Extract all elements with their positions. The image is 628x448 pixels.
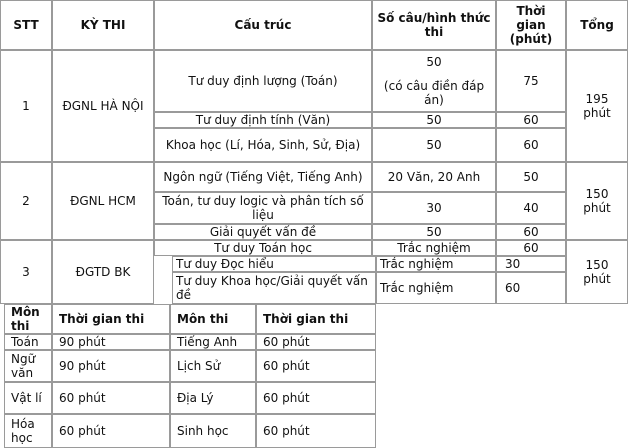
time-cell: 60 phút	[256, 414, 376, 448]
time-cell: 60 phút	[256, 382, 376, 414]
time-header-2: Thời gian thi	[256, 304, 376, 334]
header-questions: Số câu/hình thức thi	[372, 0, 496, 50]
part-questions: 50	[372, 128, 496, 162]
header-exam: KỲ THI	[52, 0, 154, 50]
part-time: 60	[496, 112, 566, 128]
part-questions	[372, 50, 496, 112]
row-exam: ĐGNL HÀ NỘI	[52, 50, 154, 162]
part-structure: Khoa học (Lí, Hóa, Sinh, Sử, Địa)	[154, 128, 372, 162]
row-total: 195 phút	[566, 50, 628, 162]
header-stt: STT	[0, 0, 52, 50]
row-stt: 2	[0, 162, 52, 240]
row-total: 150 phút	[566, 162, 628, 240]
row-stt: 1	[0, 50, 52, 162]
subject-cell: Vật lí	[4, 382, 52, 414]
subject-header-1: Môn thi	[4, 304, 52, 334]
part-questions-note: (có câu điền đáp án)	[383, 79, 485, 107]
part-time: 60	[496, 224, 566, 240]
part-questions: 20 Văn, 20 Anh	[372, 162, 496, 192]
header-structure: Cấu trúc	[154, 0, 372, 50]
time-header-1: Thời gian thi	[52, 304, 170, 334]
part-structure: Toán, tư duy logic và phân tích số liệu	[154, 192, 372, 224]
part-questions-count: 50	[426, 55, 442, 69]
row-exam: ĐGNL HCM	[52, 162, 154, 240]
part-structure: Tư duy định tính (Văn)	[154, 112, 372, 128]
part-questions: Trắc nghiệm	[376, 272, 496, 304]
row-total: 150 phút	[566, 240, 628, 304]
subject-cell: Địa Lý	[170, 382, 256, 414]
subject-header-2: Môn thi	[170, 304, 256, 334]
row-stt: 3	[0, 240, 52, 304]
part-questions: Trắc nghiệm	[372, 240, 496, 256]
part-time: 60	[496, 128, 566, 162]
part-questions: 30	[372, 192, 496, 224]
subject-cell: Ngữ văn	[4, 350, 52, 382]
subject-cell: Lịch Sử	[170, 350, 256, 382]
time-cell: 90 phút	[52, 334, 170, 350]
part-time: 30	[496, 256, 566, 272]
subject-cell: Hóa học	[4, 414, 52, 448]
part-questions: 50	[372, 224, 496, 240]
part-questions: 50	[372, 112, 496, 128]
part-structure: Tư duy Toán học	[154, 240, 372, 256]
part-time: 75	[496, 50, 566, 112]
header-total: Tổng	[566, 0, 628, 50]
subject-cell: Toán	[4, 334, 52, 350]
part-time: 50	[496, 162, 566, 192]
part-structure: Tư duy Đọc hiểu	[172, 256, 376, 272]
part-structure: Giải quyết vấn đề	[154, 224, 372, 240]
part-time: 60	[496, 272, 566, 304]
part-structure: Tư duy định lượng (Toán)	[154, 50, 372, 112]
part-time: 40	[496, 192, 566, 224]
time-cell: 60 phút	[52, 382, 170, 414]
time-cell: 60 phút	[52, 414, 170, 448]
time-cell: 60 phút	[256, 334, 376, 350]
part-time: 60	[496, 240, 566, 256]
row-exam: ĐGTD BK	[52, 240, 154, 304]
header-time: Thời gian (phút)	[496, 0, 566, 50]
part-structure: Tư duy Khoa học/Giải quyết vấn đề	[172, 272, 376, 304]
time-cell: 90 phút	[52, 350, 170, 382]
subject-cell: Tiếng Anh	[170, 334, 256, 350]
part-structure: Ngôn ngữ (Tiếng Việt, Tiếng Anh)	[154, 162, 372, 192]
time-cell: 60 phút	[256, 350, 376, 382]
subject-cell: Sinh học	[170, 414, 256, 448]
part-questions: Trắc nghiệm	[376, 256, 496, 272]
